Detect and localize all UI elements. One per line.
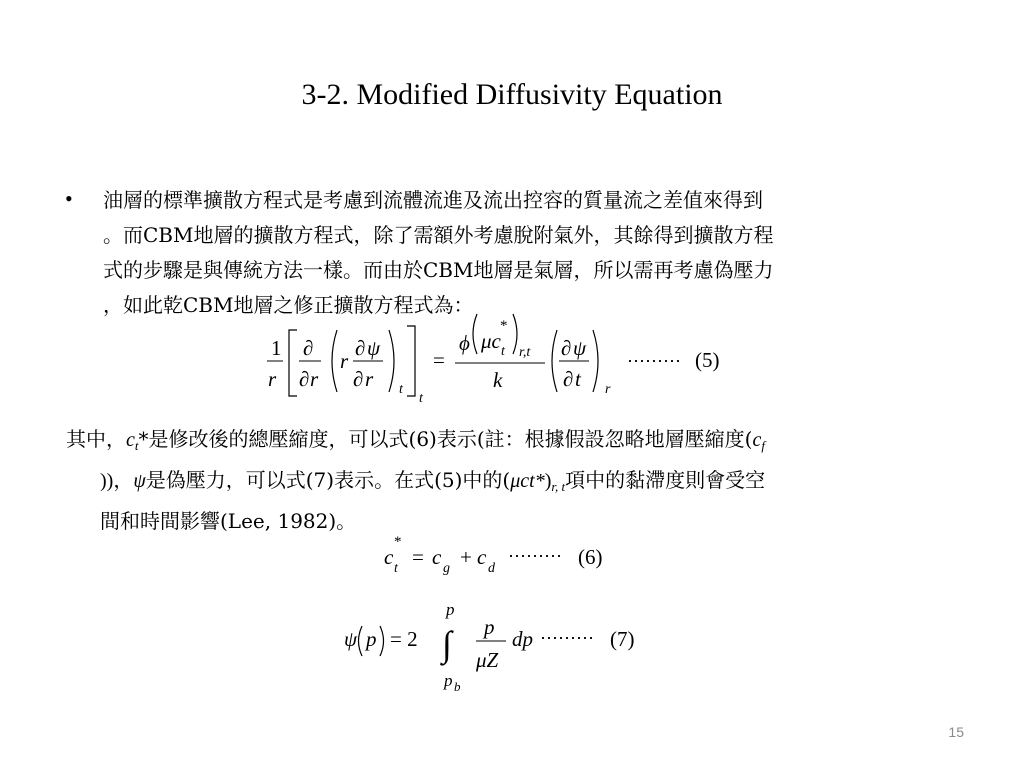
eq7-psi: ψ — [344, 627, 358, 651]
eq5-partial-4: ∂ — [353, 367, 364, 391]
equation-7 — [340, 596, 660, 696]
eq7-lower-b: b — [454, 679, 461, 694]
eq6-number: (6) — [578, 545, 603, 569]
eq5-one: 1 — [271, 336, 282, 360]
eq7-number: (7) — [610, 627, 635, 651]
bullet-line-4: ，如此乾CBM地層之修正擴散方程式為： — [103, 293, 474, 317]
eq5-partial-3: ∂ — [355, 336, 366, 360]
eq7-num: p — [484, 615, 495, 639]
eq7-p: p — [366, 627, 377, 651]
eq5-phi: ϕ — [459, 331, 470, 355]
eq6-equals: = — [412, 545, 424, 569]
eq7-upper: p — [446, 600, 455, 619]
eq5-r-3: r — [340, 349, 349, 373]
eq5-dots: ⋯⋯⋯ — [627, 351, 681, 371]
note-line-1: 其中，$c_t*$是修改後的總壓縮度，可以式(6)表示(註：根據假設忽略地層壓縮度($c_f$ — [66, 427, 765, 453]
page-number: 15 — [948, 724, 964, 740]
eq5-sub-t-1: t — [399, 382, 403, 397]
eq5-sub-t-3: t — [501, 344, 505, 359]
note-line-3: 間和時間影響(Lee, 1982)。 — [100, 509, 357, 533]
eq5-t: t — [575, 367, 581, 391]
bullet-line-1: 油層的標準擴散方程式是考慮到流體流進及流出控容的質量流之差值來得到 — [103, 188, 763, 212]
eq7-dots: ⋯⋯⋯ — [540, 628, 594, 648]
eq5-partial-5: ∂ — [561, 336, 572, 360]
eq6-sub-t: t — [394, 561, 398, 576]
equation-6 — [380, 530, 640, 580]
bullet-line-3: 式的步驟是與傳統方法一樣。而由於CBM地層是氣層，所以需再考慮偽壓力 — [103, 258, 774, 282]
eq5-sub-rt: r,t — [519, 345, 531, 360]
bullet-line-2: 。而CBM地層的擴散方程式，除了需額外考慮脫附氣外，其餘得到擴散方程 — [103, 223, 774, 247]
eq5-psi-2: ψ — [573, 336, 587, 360]
eq7-integral: ∫ — [442, 624, 452, 664]
eq6-c-d: c — [477, 545, 487, 569]
eq5-number: (5) — [695, 348, 720, 372]
slide-title: 3-2. Modified Diffusivity Equation — [301, 78, 723, 111]
eq6-c-t: c — [384, 545, 394, 569]
eq5-mu-c: μc — [481, 329, 501, 353]
eq5-psi: ψ — [367, 336, 381, 360]
eq5-partial-2: ∂ — [299, 367, 310, 391]
eq7-dp: dp — [512, 627, 533, 651]
eq5-star: * — [500, 318, 508, 334]
note-paragraph — [66, 422, 956, 539]
eq5-r: r — [268, 367, 277, 391]
eq6-sub-d: d — [488, 561, 495, 576]
bullet-marker: • — [65, 186, 73, 211]
eq5-r-2: r — [310, 367, 319, 391]
eq7-lower-p: p — [444, 671, 453, 690]
note-line-2: ))，ψ是偽壓力，可以式(7)表示。在式(5)中的$(\mu ct*)_{r, t}$項中的黏滯度則會受空 — [100, 468, 766, 494]
eq5-sub-t-2: t — [419, 391, 423, 406]
eq5-k: k — [493, 368, 503, 392]
eq6-plus: + — [460, 545, 472, 569]
eq5-partial-6: ∂ — [563, 367, 574, 391]
eq5-equals: = — [433, 348, 445, 372]
eq5-r-4: r — [365, 367, 374, 391]
eq6-star: * — [394, 534, 402, 550]
eq5-partial-1: ∂ — [303, 336, 314, 360]
eq7-den: μZ — [476, 648, 499, 672]
eq6-dots: ⋯⋯⋯ — [508, 546, 562, 566]
equation-5 — [255, 300, 735, 410]
eq5-sub-r: r — [605, 382, 611, 397]
eq6-c-g: c — [432, 545, 442, 569]
eq6-sub-g: g — [443, 561, 450, 576]
eq7-equals: = 2 — [390, 627, 418, 651]
